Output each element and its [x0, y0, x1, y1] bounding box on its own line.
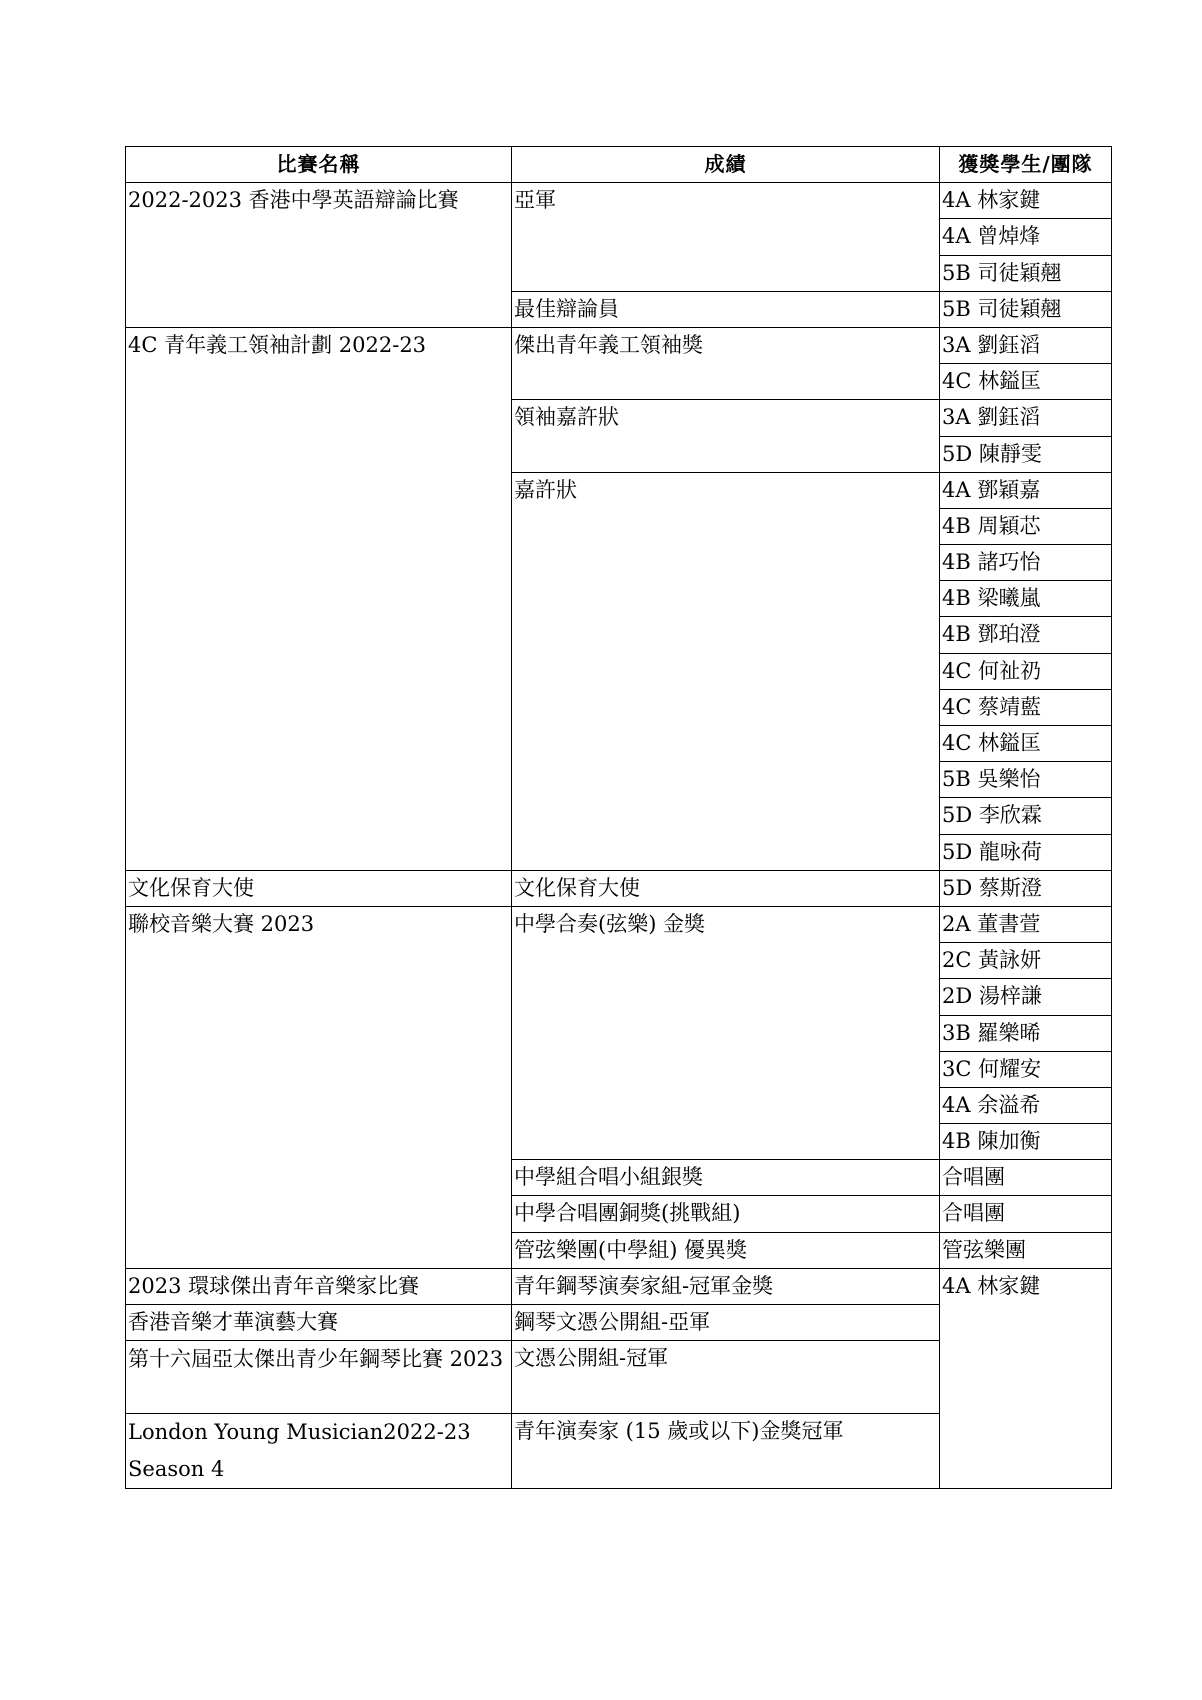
winner-cell: 5B 司徒穎翹: [940, 255, 1112, 291]
competition-cell: 文化保育大使: [126, 870, 512, 906]
result-cell: 管弦樂團(中學組) 優異獎: [512, 1232, 940, 1268]
winner-cell: 4B 陳加衡: [940, 1124, 1112, 1160]
result-cell: 中學合唱團銅獎(挑戰組): [512, 1196, 940, 1232]
competition-cell: 聯校音樂大賽 2023: [126, 906, 512, 1268]
header-competition: 比賽名稱: [126, 147, 512, 183]
winner-cell: 5D 李欣霖: [940, 798, 1112, 834]
table-row: [126, 870, 1112, 906]
result-cell: 最佳辯論員: [512, 291, 940, 327]
header-winners: 獲獎學生/團隊: [940, 147, 1112, 183]
winner-cell: 4C 林鎰匡: [940, 364, 1112, 400]
competition-cell: 4C 青年義工領袖計劃 2022-23: [126, 327, 512, 870]
result-cell: 領袖嘉許狀: [512, 400, 940, 472]
winner-cell: 5B 吳樂怡: [940, 762, 1112, 798]
winner-cell: 2A 董書萱: [940, 906, 1112, 942]
winner-cell: 2D 湯梓謙: [940, 979, 1112, 1015]
winner-cell: 2C 黃詠妍: [940, 943, 1112, 979]
table-row: [126, 906, 1112, 942]
winner-cell: 3C 何耀安: [940, 1051, 1112, 1087]
winner-cell: 4A 余溢希: [940, 1087, 1112, 1123]
result-cell: 文化保育大使: [512, 870, 940, 906]
winner-cell: 合唱團: [940, 1160, 1112, 1196]
winner-cell: 4A 鄧穎嘉: [940, 472, 1112, 508]
table-row: [126, 1268, 1112, 1304]
winner-cell: 5D 龍咏荷: [940, 834, 1112, 870]
result-cell: 傑出青年義工領袖獎: [512, 327, 940, 399]
winner-cell: 3A 劉鈺滔: [940, 327, 1112, 363]
winner-cell: 5D 蔡斯澄: [940, 870, 1112, 906]
winner-cell: 5D 陳靜雯: [940, 436, 1112, 472]
result-cell: 亞軍: [512, 183, 940, 292]
winner-cell: 4A 林家鍵: [940, 1268, 1112, 1488]
winner-cell: 管弦樂團: [940, 1232, 1112, 1268]
header-result: 成績: [512, 147, 940, 183]
result-cell: 中學合奏(弦樂) 金獎: [512, 906, 940, 1159]
winner-cell: 4C 何祉礽: [940, 653, 1112, 689]
competition-cell: 2023 環球傑出青年音樂家比賽: [126, 1268, 512, 1304]
competition-cell: 第十六屆亞太傑出青少年鋼琴比賽 2023: [126, 1341, 512, 1414]
competition-cell: 香港音樂才華演藝大賽: [126, 1305, 512, 1341]
winner-cell: 4B 鄧珀澄: [940, 617, 1112, 653]
winner-cell: 5B 司徒穎翹: [940, 291, 1112, 327]
result-cell: 中學組合唱小組銀獎: [512, 1160, 940, 1196]
result-cell: 青年鋼琴演奏家組-冠軍金獎: [512, 1268, 940, 1304]
competition-cell: London Young Musician2022-23 Season 4: [126, 1414, 512, 1489]
winner-cell: 3A 劉鈺滔: [940, 400, 1112, 436]
table-row: [126, 183, 1112, 219]
result-cell: 文憑公開組-冠軍: [512, 1341, 940, 1414]
winner-cell: 4C 林鎰匡: [940, 726, 1112, 762]
winner-cell: 4C 蔡靖藍: [940, 689, 1112, 725]
winner-cell: 4B 周穎芯: [940, 508, 1112, 544]
winner-cell: 4B 諸巧怡: [940, 545, 1112, 581]
result-cell: 鋼琴文憑公開組-亞軍: [512, 1305, 940, 1341]
awards-table: [125, 146, 1112, 1489]
result-cell: 青年演奏家 (15 歲或以下)金獎冠軍: [512, 1414, 940, 1489]
table-header-row: [126, 147, 1112, 183]
winner-cell: 3B 羅樂晞: [940, 1015, 1112, 1051]
table-row: [126, 327, 1112, 363]
competition-cell: 2022-2023 香港中學英語辯論比賽: [126, 183, 512, 328]
winner-cell: 合唱團: [940, 1196, 1112, 1232]
winner-cell: 4B 梁曦嵐: [940, 581, 1112, 617]
result-cell: 嘉許狀: [512, 472, 940, 870]
winner-cell: 4A 曾焯烽: [940, 219, 1112, 255]
winner-cell: 4A 林家鍵: [940, 183, 1112, 219]
